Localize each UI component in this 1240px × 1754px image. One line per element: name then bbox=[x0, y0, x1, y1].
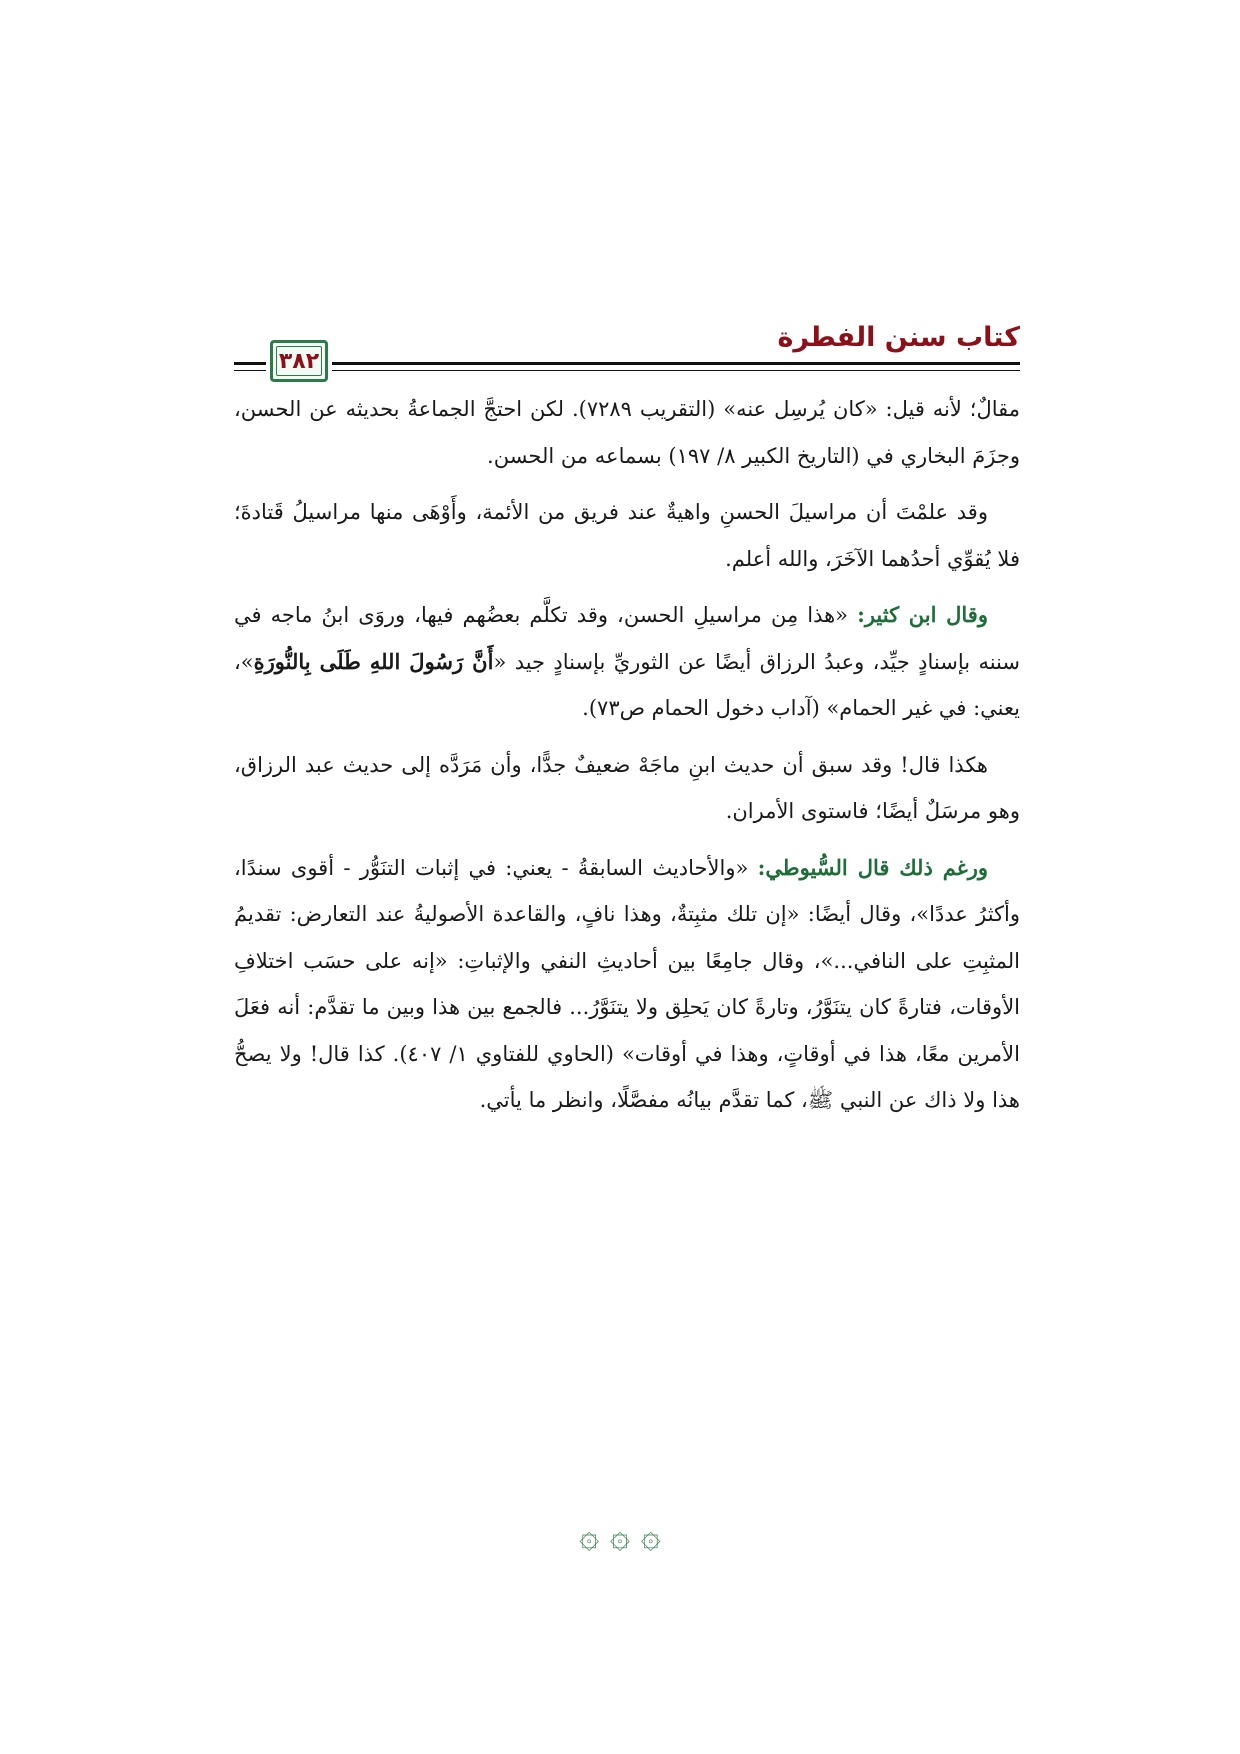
page-header bbox=[234, 318, 1020, 388]
book-title: كتاب سنن الفطرة bbox=[777, 322, 1020, 353]
paragraph-1: مقالٌ؛ لأنه قيل: «كان يُرسِل عنه» (التقريب ٧٢٨٩). لكن احتجَّ الجماعةُ بحديثه عن الحسن، وجزَمَ البخاري في (التاريخ الكبير ٨/ ١٩٧) بسماعه من الحسن. bbox=[234, 397, 1020, 468]
header-rule-short bbox=[234, 362, 266, 371]
paragraph-2: وقد علمْتَ أن مراسيلَ الحسنِ واهيةٌ عند فريق من الأئمة، وأَوْهَى منها مراسيلُ قَتادةَ؛ فلا يُقوِّي أحدُهما الآخَرَ، والله أعلم. bbox=[234, 500, 1020, 571]
speaker-ibn-kathir: وقال ابن كثير: bbox=[857, 602, 988, 627]
page-number: ٣٨٢ bbox=[278, 348, 320, 374]
speaker-suyuti: ورغم ذلك قال السُّيوطي: bbox=[757, 854, 988, 880]
paragraph-4: هكذا قال! وقد سبق أن حديث ابنِ ماجَهْ ضعيفٌ جدًّا، وأن مَرَدَّه إلى حديث عبد الرزاق، وهو مرسَلٌ أيضًا؛ فاستوى الأمران. bbox=[234, 752, 1020, 823]
page-body bbox=[234, 386, 1020, 1134]
paragraph-5-text: «والأحاديث السابقةُ - يعني: في إثبات التنَوُّر - أقوى سندًا، وأكثرُ عددًا»، وقال أيضًا: «إن تلك مثبِتةٌ، وهذا نافٍ، والقاعدة الأصوليةُ عند التعارض: تقديمُ المثبِتِ على النافي...»، وقال جامِعًا بين أحاديثِ النفي والإثباتِ: «إنه على حسَب اختلافِ الأوقات، فتارةً كان يتنَوَّرُ، وتارةً كان يَحلِق ولا يتنَوَّرُ... فالجمع بين هذا وبين ما تقدَّم: أنه فعَلَ الأمرين معًا، هذا في أوقاتٍ، وهذا في أوقات» (الحاوي للفتاوي ١/ ٤٠٧). كذا قال! ولا يصحُّ هذا ولا ذاك عن النبي ﷺ، كما تقدَّم بيانُه مفصَّلًا، وانظر ما يأتي. bbox=[234, 855, 1020, 1112]
paragraph-3 bbox=[234, 592, 1020, 732]
paragraph-3-text-end: »، يعني: في غير الحمام» (آداب دخول الحمام ص٧٣). bbox=[234, 649, 1020, 720]
footer-ornaments: ۞ ۞ ۞ bbox=[579, 1516, 661, 1556]
paragraph-5 bbox=[234, 845, 1020, 1124]
hadith-quote: أَنَّ رَسُولَ اللهِ طَلَى بِالنُّورَةِ bbox=[253, 648, 494, 674]
header-rule bbox=[332, 362, 1020, 371]
paragraph-3-text: «هذا مِن مراسيلِ الحسن، وقد تكلَّم بعضُهم فيها، وروَى ابنُ ماجه في سننه بإسنادٍ جيِّد، وعبدُ الرزاق أيضًا عن الثوريِّ بإسنادٍ جيد « bbox=[234, 603, 1020, 674]
page-number-badge bbox=[270, 340, 328, 382]
